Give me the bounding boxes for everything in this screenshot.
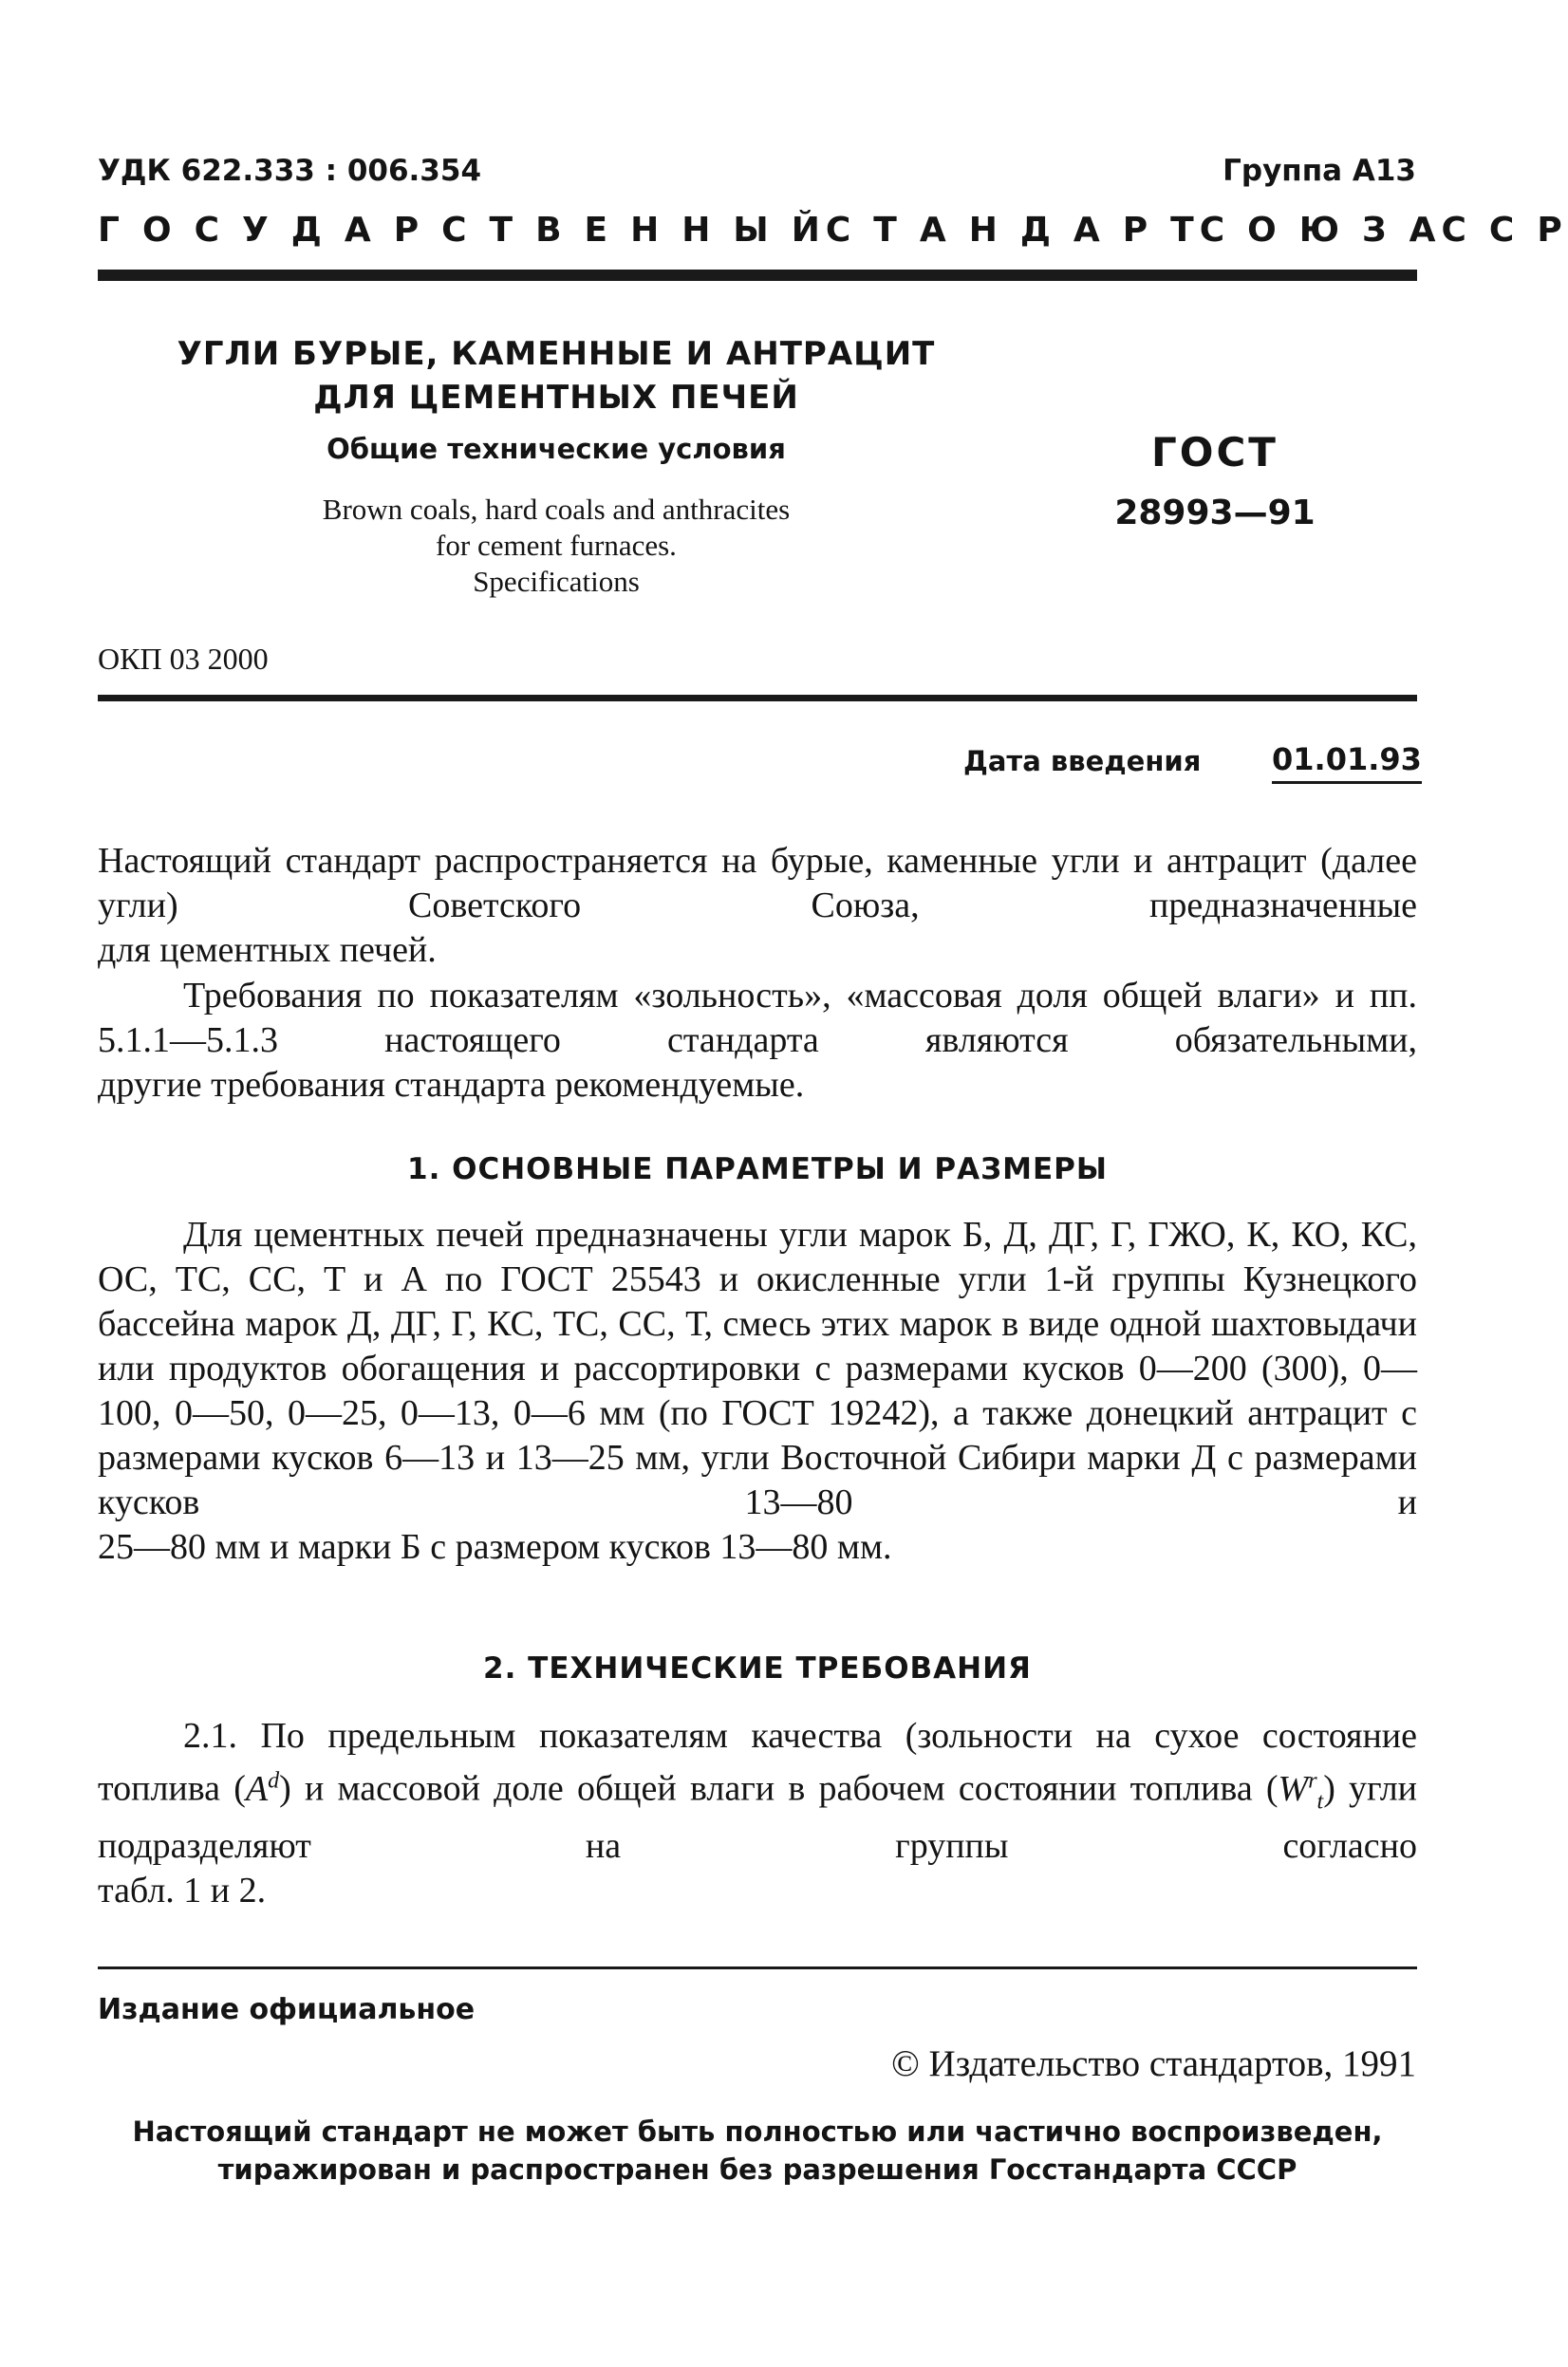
section-2-paragraph-text xyxy=(98,1716,1417,1866)
group-code: Группа А13 xyxy=(1223,154,1416,188)
publisher-copyright: © Издательство стандартов, 1991 xyxy=(891,2043,1416,2084)
title-line-1: УГЛИ БУРЫЕ, КАМЕННЫЕ И АНТРАЦИТ xyxy=(177,335,936,373)
document-subtitle: Общие технические условия xyxy=(327,433,786,465)
intro-paragraph-1 xyxy=(98,839,1417,973)
title-line-2: ДЛЯ ЦЕМЕНТНЫХ ПЕЧЕЙ xyxy=(313,379,799,417)
reproduction-notice-line-1: Настоящий стандарт не может быть полностью или частично воспроизведен, xyxy=(132,2115,1383,2148)
section-2-text-a: 2.1. По предельным показателям качества (зольности на сухое состояние топлива ( xyxy=(98,1716,1417,1809)
section-1-paragraph-last-line: 25—80 мм и марки Б с размером кусков 13—80 мм. xyxy=(98,1527,892,1567)
section-1-paragraph-text: Для цементных печей предназначены угли марок Б, Д, ДГ, Г, ГЖО, К, КО, КС, ОС, ТС, СС, Т и А по ГОСТ 25543 и окисленные угли 1-й группы Кузнецкого бассейна марок Д, ДГ, Г, КС, ТС, СС, Т, смесь этих марок в виде одной шахтовыдачи или продуктов обогащения и рассортировки с размерами кусков 0—200 (300), 0—100, 0—50, 0—25, 0—13, 0—6 мм (по ГОСТ 19242), а также донецкий антрацит с размерами кусков 6—13 и 13—25 мм, угли Восточной Сибири марки Д с размерами кусков 13—80 и xyxy=(98,1215,1417,1522)
english-title-line-2: for cement furnaces. xyxy=(436,529,677,562)
english-title-line-1: Brown coals, hard coals and anthracites xyxy=(322,493,791,526)
section-1-heading: 1. ОСНОВНЫЕ ПАРАМЕТРЫ И РАЗМЕРЫ xyxy=(407,1152,1108,1186)
section-2-text-c: ) угли подразделяют на группы согласно xyxy=(98,1768,1418,1867)
intro-paragraph-2-text: Требования по показателям «зольность», «массовая доля общей влаги» и пп. 5.1.1—5.1.3 настоящего стандарта являются обязательными, xyxy=(98,976,1417,1060)
official-edition-label: Издание официальное xyxy=(98,1993,476,2026)
intro-paragraph-1-last-line: для цементных печей. xyxy=(98,930,437,970)
section-rule xyxy=(98,695,1417,701)
ash-symbol: $A^d$ xyxy=(245,1768,280,1809)
state-standard-title xyxy=(98,211,1568,250)
intro-paragraph-1-text: Настоящий стандарт распространяется на бурые, каменные угли и антрацит (далее угли) Советского Союза, предназначенные xyxy=(98,841,1417,925)
section-1-paragraph xyxy=(98,1213,1417,1570)
english-title-line-3: Specifications xyxy=(473,565,640,598)
introduction-date-value: 01.01.93 xyxy=(1272,741,1422,784)
intro-paragraph-2 xyxy=(98,974,1417,1108)
reproduction-notice-line-2: тиражирован и распространен без разрешения Госстандарта СССР xyxy=(217,2153,1297,2186)
document-title xyxy=(177,332,936,419)
footer-rule xyxy=(98,1966,1417,1969)
introduction-date-label: Дата введения xyxy=(963,745,1202,777)
gost-number: 28993—91 xyxy=(1114,494,1316,532)
state-standard-word-4: С С Р xyxy=(1441,211,1568,250)
okp-code: ОКП 03 2000 xyxy=(98,642,269,676)
english-title xyxy=(177,492,936,600)
reproduction-notice xyxy=(98,2113,1417,2189)
udk-code: УДК 622.333 : 006.354 xyxy=(98,154,482,188)
header-rule xyxy=(98,270,1417,281)
section-2-paragraph xyxy=(98,1714,1417,1913)
moisture-symbol: $W^r_t$ xyxy=(1278,1768,1324,1815)
state-standard-word-1: Г О С У Д А Р С Т В Е Н Н Ы Й xyxy=(98,211,826,250)
state-standard-word-3: С О Ю З А xyxy=(1199,211,1442,250)
state-standard-word-2: С Т А Н Д А Р Т xyxy=(825,211,1200,250)
intro-paragraph-2-last-line: другие требования стандарта рекомендуемые. xyxy=(98,1065,805,1105)
gost-label: ГОСТ xyxy=(1151,429,1279,475)
section-2-heading: 2. ТЕХНИЧЕСКИЕ ТРЕБОВАНИЯ xyxy=(483,1651,1032,1686)
section-2-paragraph-last-line: табл. 1 и 2. xyxy=(98,1871,267,1911)
section-2-text-b: ) и массовой доле общей влаги в рабочем состоянии топлива ( xyxy=(279,1768,1279,1809)
